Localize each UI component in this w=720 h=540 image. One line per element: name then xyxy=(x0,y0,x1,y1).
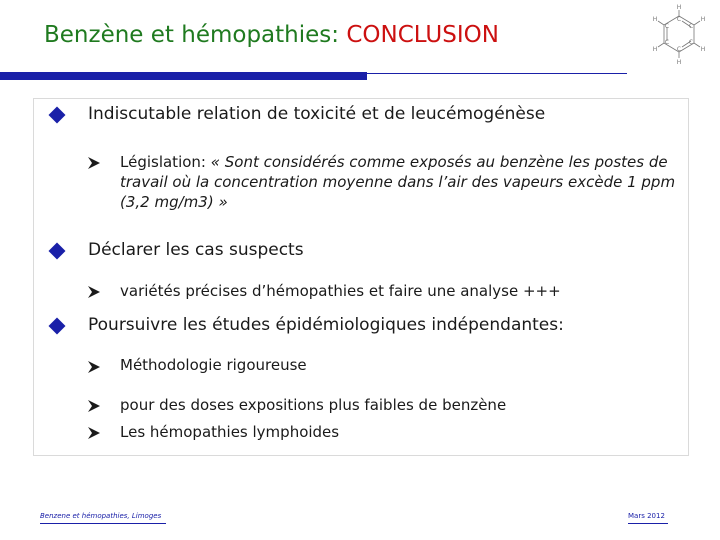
svg-text:H: H xyxy=(676,59,682,66)
footer-rule-right xyxy=(628,523,668,524)
svg-text:C: C xyxy=(688,23,694,30)
bullet-1-sub-1 xyxy=(120,152,705,212)
bullet-2: Déclarer les cas suspects xyxy=(88,240,304,260)
svg-text:H: H xyxy=(700,46,706,53)
svg-text:H: H xyxy=(700,16,706,23)
title-rule-thin xyxy=(367,73,627,74)
svg-text:C: C xyxy=(688,39,694,46)
bullet-3-sub-1: Méthodologie rigoureuse xyxy=(120,356,307,374)
footer-left-text: Benzene et hémopathies, Limoges xyxy=(40,512,162,520)
svg-text:C: C xyxy=(664,39,670,46)
arrow-bullet-icon xyxy=(88,400,100,412)
svg-text:H: H xyxy=(652,46,658,53)
title-rule-thick xyxy=(0,72,367,80)
bullet-3: Poursuivre les études épidémiologiques indépendantes: xyxy=(88,315,564,335)
svg-text:C: C xyxy=(664,23,670,30)
legislation-label: Législation: xyxy=(120,153,211,171)
title-accent: CONCLUSION xyxy=(346,22,499,48)
svg-text:H: H xyxy=(676,4,682,11)
arrow-bullet-icon xyxy=(88,157,100,169)
arrow-bullet-icon xyxy=(88,286,100,298)
bullet-2-sub-1: variétés précises d’hémopathies et faire une analyse +++ xyxy=(120,282,561,300)
slide-title xyxy=(44,22,499,48)
title-main: Benzène et hémopathies: xyxy=(44,22,347,48)
footer-rule-left xyxy=(40,523,166,524)
bullet-3-sub-2: pour des doses expositions plus faibles de benzène xyxy=(120,396,507,414)
arrow-bullet-icon xyxy=(88,361,100,373)
svg-text:C: C xyxy=(676,16,682,23)
benzene-ring-icon xyxy=(648,2,710,68)
legislation-quote: « Sont considérés comme exposés au benzène les postes de travail où la concentration moyenne dans l’air des vapeurs excède 1 ppm (3,2 mg/m3) » xyxy=(120,153,676,211)
bullet-1: Indiscutable relation de toxicité et de leucémogénèse xyxy=(88,104,546,124)
bullet-3-sub-3: Les hémopathies lymphoides xyxy=(120,423,340,441)
svg-text:H: H xyxy=(652,16,658,23)
svg-text:C: C xyxy=(676,46,682,53)
footer-right-text: Mars 2012 xyxy=(628,512,665,520)
arrow-bullet-icon xyxy=(88,427,100,439)
